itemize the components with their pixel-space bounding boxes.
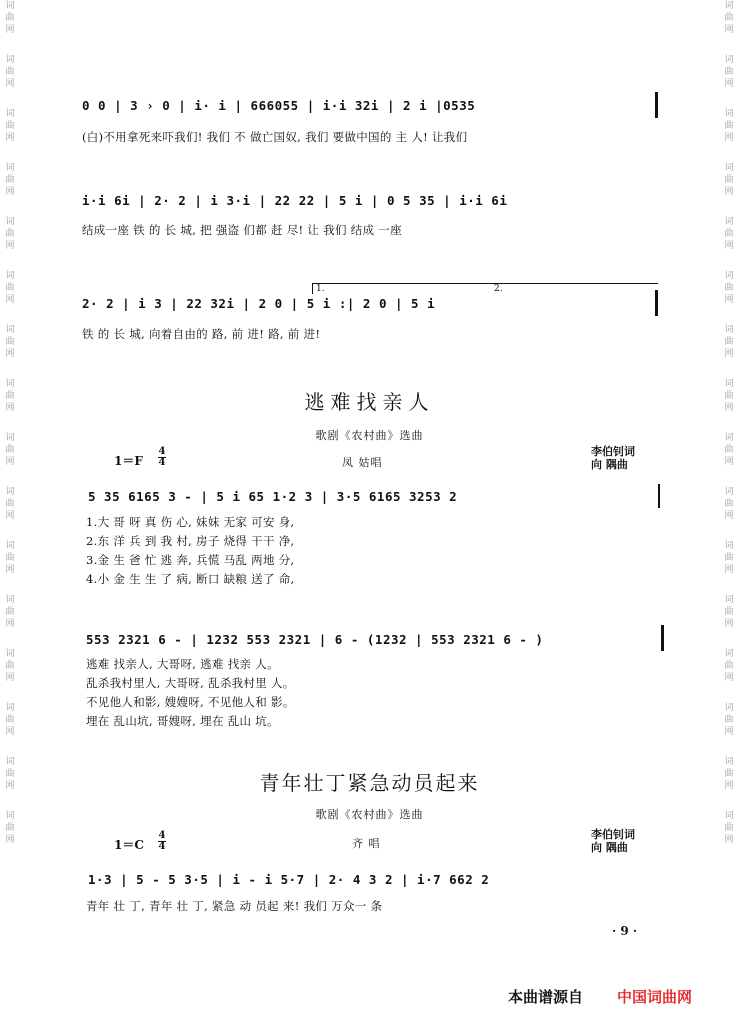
- watermark-text: 词 曲 网: [5, 109, 15, 143]
- song-subtitle: 歌剧《农村曲》选曲: [315, 808, 424, 821]
- watermark-text: 词 曲 网: [724, 1, 734, 35]
- watermark-text: 词 曲 网: [5, 55, 15, 89]
- watermark-text: 词 曲 网: [5, 811, 15, 845]
- composer: 向 隅曲: [591, 458, 628, 471]
- notation-line: 553 2321 6 - | 1232 553 2321 | 6 - (1232 | 553 2321 6 - ): [86, 632, 544, 647]
- key-signature: 1＝C: [114, 838, 144, 852]
- watermark-text: 词 曲 网: [724, 487, 734, 521]
- watermark-text: 词 曲 网: [5, 1, 15, 35]
- performance-note: 凤 姑唱: [342, 456, 383, 469]
- page-number: · 9 ·: [612, 924, 638, 938]
- verse-line: 逃难 找亲人, 大哥呀, 逃难 找亲 人。: [86, 657, 279, 671]
- watermark-text: 词 曲 网: [724, 379, 734, 413]
- lyric-line: 铁 的 长 城, 向着自由的 路, 前 进! 路, 前 进!: [82, 327, 321, 341]
- watermark-text: 词 曲 网: [724, 433, 734, 467]
- watermark-text: 词 曲 网: [5, 163, 15, 197]
- notation-line: 0 0 | 3 › 0 | i· i | 666055 | i·i 32i | 2 i |0535: [82, 98, 476, 113]
- watermark-text: 词 曲 网: [5, 217, 15, 251]
- watermark-text: 词 曲 网: [5, 487, 15, 521]
- verse-line: 乱杀我村里人, 大哥呀, 乱杀我村里 人。: [86, 676, 295, 690]
- final-barline: [655, 290, 658, 316]
- watermark-text: 词 曲 网: [724, 649, 734, 683]
- lyricist: 李伯钊词: [591, 828, 635, 841]
- volta-label-second: 2.: [494, 284, 503, 294]
- song-title: 青年壮丁紧急动员起来: [259, 771, 480, 795]
- watermark-text: 词 曲 网: [5, 325, 15, 359]
- watermark-text: 词 曲 网: [5, 541, 15, 575]
- time-signature: [158, 447, 166, 468]
- watermark-text: 词 曲 网: [724, 757, 734, 791]
- time-signature: [158, 831, 166, 852]
- watermark-text: 词 曲 网: [5, 271, 15, 305]
- notation-line: 1·3 | 5 - 5 3·5 | i - i 5·7 | 2· 4 3 2 | i·7 662 2: [88, 872, 490, 887]
- watermark-text: 词 曲 网: [5, 379, 15, 413]
- credits: [591, 445, 635, 471]
- watermark-text: 词 曲 网: [5, 433, 15, 467]
- watermark-text: 词 曲 网: [724, 163, 734, 197]
- lyric-line: 结成一座 铁 的 长 城, 把 强盗 们都 赶 尽! 让 我们 结成 一座: [82, 223, 402, 237]
- notation-line: 5 35 6165 3 - | 5 i 65 1·2 3 | 3·5 6165 3253 2: [88, 489, 458, 504]
- credits: [591, 828, 635, 854]
- time-top: 4: [158, 446, 166, 457]
- volta-bracket: [312, 283, 658, 294]
- side-watermark-right: [721, 0, 737, 1031]
- site-name-link[interactable]: 中国词曲网: [617, 988, 693, 1006]
- verse-line: 2.东 洋 兵 到 我 村, 房子 烧得 干干 净,: [86, 534, 295, 548]
- barline: [655, 92, 658, 118]
- time-bottom: 4: [158, 841, 166, 852]
- notation-line: i·i 6i | 2· 2 | i 3·i | 2̇2 2̇2 | 5 i | 0 5 35 | i·i 6i: [82, 193, 508, 208]
- verse-line: 不见他人和影, 嫂嫂呀, 不见他人和 影。: [86, 695, 295, 709]
- watermark-text: 词 曲 网: [724, 109, 734, 143]
- time-top: 4: [158, 830, 166, 841]
- lyric-line: 青年 壮 丁, 青年 壮 丁, 紧急 动 员起 来! 我们 万众一 条: [86, 899, 383, 913]
- watermark-text: 词 曲 网: [724, 271, 734, 305]
- watermark-text: 词 曲 网: [724, 325, 734, 359]
- verse-line: 埋在 乱山坑, 哥嫂呀, 埋在 乱山 坑。: [86, 714, 279, 728]
- watermark-text: 词 曲 网: [724, 217, 734, 251]
- watermark-text: 词 曲 网: [724, 703, 734, 737]
- watermark-text: 词 曲 网: [5, 595, 15, 629]
- watermark-text: 词 曲 网: [724, 55, 734, 89]
- lyricist: 李伯钊词: [591, 445, 635, 458]
- verse-line: 4.小 金 生 生 了 病, 断口 缺粮 送了 命,: [86, 572, 295, 586]
- watermark-text: 词 曲 网: [724, 595, 734, 629]
- final-barline: [661, 625, 664, 651]
- song-title: 逃难找亲人: [304, 390, 435, 414]
- key-signature: 1＝F: [114, 454, 143, 468]
- composer: 向 隅曲: [591, 841, 628, 854]
- verse-line: 1.大 哥 呀 真 伤 心, 妹妹 无家 可安 身,: [86, 515, 295, 529]
- song-subtitle: 歌剧《农村曲》选曲: [315, 429, 424, 442]
- watermark-text: 词 曲 网: [5, 649, 15, 683]
- side-watermark-left: [2, 0, 18, 1031]
- performance-note: 齐 唱: [352, 837, 381, 850]
- verse-line: 3.金 生 爸 忙 逃 奔, 兵慌 马乱 两地 分,: [86, 553, 295, 567]
- watermark-text: 词 曲 网: [5, 757, 15, 791]
- notation-line: 2· 2 | i 3 | 22 32i | 2 0 | 5 i :| 2 0 | 5 i: [82, 296, 436, 311]
- barline: [658, 484, 660, 508]
- watermark-text: 词 曲 网: [5, 703, 15, 737]
- watermark-text: 词 曲 网: [724, 811, 734, 845]
- volta-label-first: 1.: [316, 284, 325, 294]
- time-bottom: 4: [158, 457, 166, 468]
- lyric-line: (白)不用拿死来吓我们! 我们 不 做亡国奴, 我们 要做中国的 主 人! 让我们: [82, 130, 468, 144]
- source-label: 本曲谱源自: [508, 988, 584, 1006]
- watermark-text: 词 曲 网: [724, 541, 734, 575]
